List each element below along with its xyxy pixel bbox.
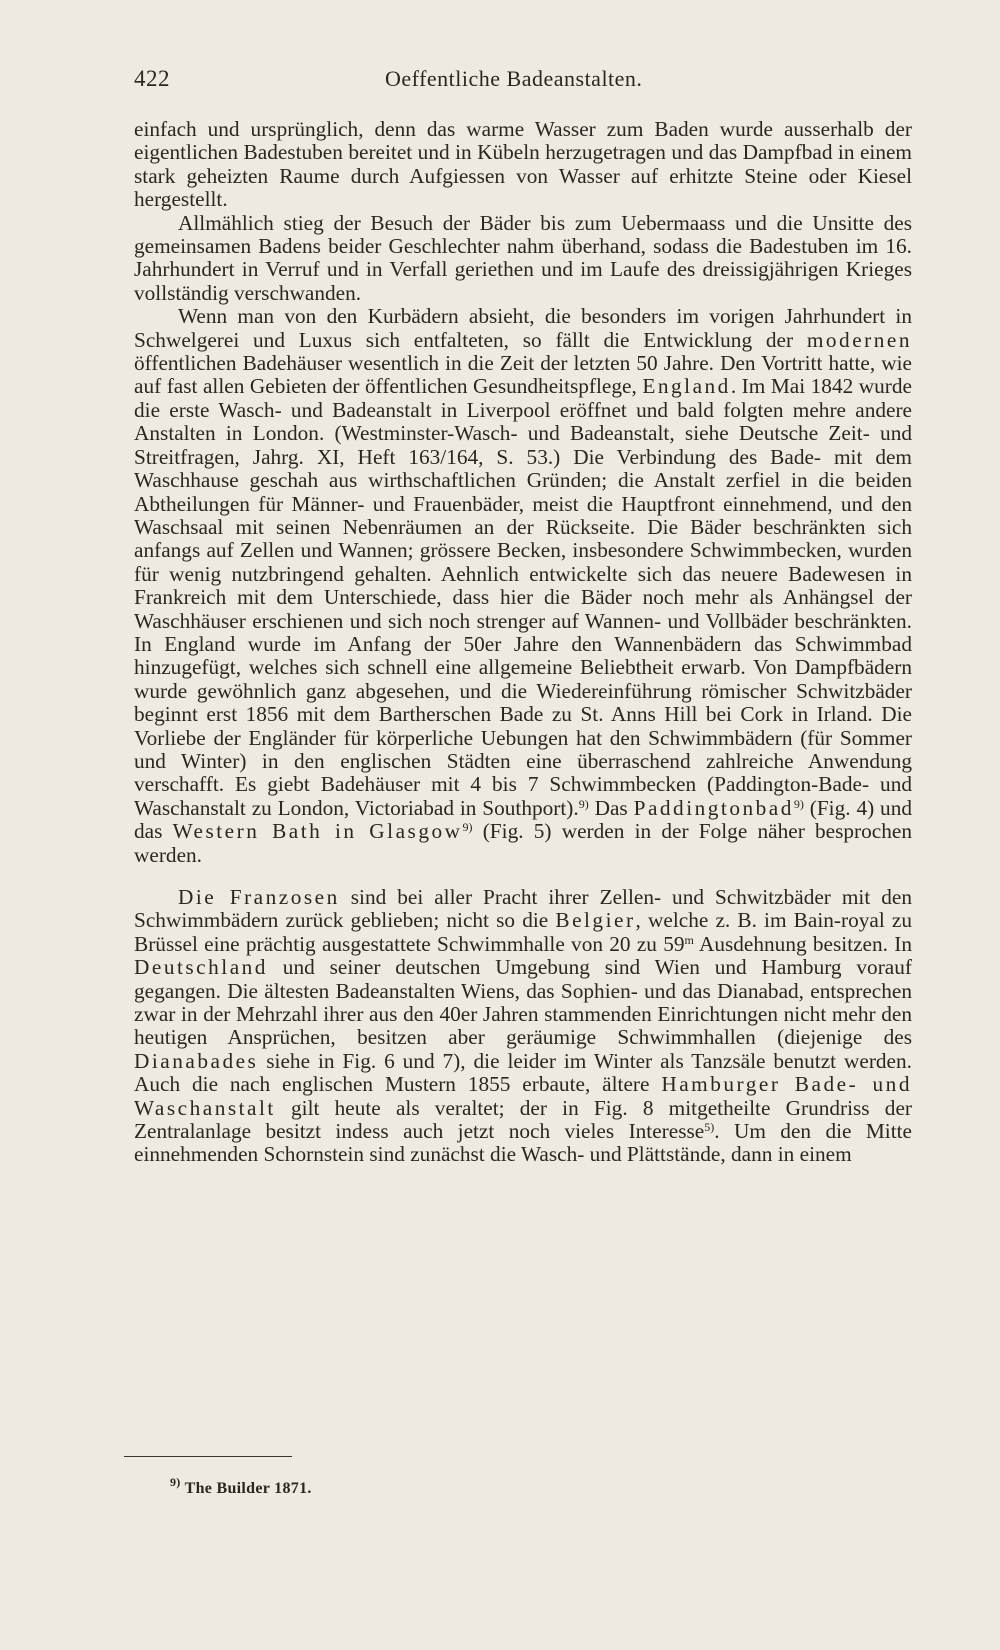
paragraph-1: einfach und ursprünglich, denn das warme Wasser zum Baden wurde ausserhalb der eigentlichen Badestuben bereitet und in Kübeln herzugetragen und das Dampfbad in einem stark geheizten Raume durch Aufgiessen von Wasser auf erhitzte Steine oder Kiesel hergestellt. (134, 117, 912, 212)
footnote-marker: 9) (170, 1475, 181, 1489)
footnote-ref: 9) (793, 796, 804, 811)
footnote-ref: 9) (462, 820, 473, 835)
footnote-ref: 9) (578, 796, 589, 811)
p3-text-b: öffentlichen Badehäuser wesentlich in die Zeit der letzten 50 Jahre. Den Vortritt hatte, wie auf fast allen Gebieten der öffentlichen Gesundheitspflege, (134, 351, 912, 399)
paragraph-3 (134, 305, 912, 867)
emphasis-hamburger: Hamburger Bade- und Waschanstalt (134, 1072, 912, 1120)
p3-text-d: Das (588, 795, 634, 820)
emphasis-franzosen: Die Franzosen (178, 885, 340, 909)
p4-text-b: , welche z. B. im Bain-royal zu Brüssel eine prächtig ausgestattete Schwimmhalle von 20 zu 59 (134, 908, 912, 956)
emphasis-belgier: Belgier (555, 908, 636, 933)
footnote-divider (124, 1456, 292, 1457)
running-title: Oeffentliche Badeanstalten. (385, 66, 643, 91)
p3-text-a: Wenn man von den Kurbädern absieht, die besonders im vorigen Jahrhundert in Schwelgerei und Luxus sich entfalteten, so fällt die Entwicklung der (134, 304, 912, 352)
footnote-text: The Builder 1871. (180, 1480, 312, 1497)
paragraph-2: Allmählich stieg der Besuch der Bäder bis zum Uebermaass und die Unsitte des gemeinsamen Badens beider Geschlechter nahm überhand, sodass die Badestuben im 16. Jahrhundert in Verruf und in Verfall geriethen und im Laufe des dreissigjährigen Krieges vollständig verschwanden. (134, 210, 912, 305)
emphasis-england: England (642, 374, 731, 399)
body-text (134, 118, 912, 1167)
emphasis-paddingtonbad: Paddingtonbad (633, 795, 794, 820)
p4-text-g: . Um den die Mitte einnehmenden Schornstein sind zunächst die Wasch- und Plättstände, dann in einem (134, 1119, 912, 1167)
emphasis-deutschland: Deutschland (134, 955, 268, 980)
footnote-ref: 5) (704, 1120, 715, 1135)
page-number: 422 (134, 66, 170, 91)
emphasis-modern: modernen (806, 327, 912, 352)
p3-text-f: (Fig. 5) werden in der Folge näher besprochen werden. (134, 819, 912, 867)
p3-text-e: (Fig. 4) und das (134, 795, 912, 844)
p4-text-a: sind bei aller Pracht ihrer Zellen- und Schwitzbäder mit den Schwimmbädern zurück geblieben; nicht so die (134, 885, 912, 933)
unit-meter: m (684, 932, 694, 947)
emphasis-dianabad: Dianabades (134, 1048, 259, 1073)
p3-text-c: . Im Mai 1842 wurde die erste Wasch- und Badeanstalt in Liverpool eröffnet und bald folgten mehre andere Anstalten in London. (Westminster-Wasch- und Badeanstalt, siehe Deutsche Zeit- und Streitfragen, Jahrg. XI, Heft 163/164, S. 53.) Die Verbindung des Bade- mit dem Waschhause geschah aus wirthschaftlichen Gründen; die Anstalt zerfiel in die beiden Abtheilungen für Männer- und Frauenbäder, meist die Hauptfront einnehmend, und den Waschsaal mit seinen Nebenräumen an der Rückseite. Die Bäder beschränkten sich anfangs auf Zellen und Wannen; grössere Becken, insbesondere Schwimmbecken, wurden für wenig nutzbringend gehalten. Aehnlich entwickelte sich das neuere Badewesen in Frankreich mit dem Unterschiede, dass hier die Bäder noch mehr als Anhängsel der Waschhäuser erschienen und sich noch strenger auf Wannen- und Vollbäder beschränkten. In England wurde im Anfang der 50er Jahre den Wannenbädern das Schwimmbad hinzugefügt, welches sich schnell eine allgemeine Beliebtheit erwarb. Von Dampfbädern wurde gewöhnlich ganz abgesehen, und die Wiedereinführung römischer Schwitzbäder beginnt erst 1856 mit dem Bartherschen Bade zu St. Anns Hill bei Cork in Irland. Die Vorliebe der Engländer für körperliche Uebungen hat den Schwimmbädern (für Sommer und Winter) in den englischen Städten eine überraschend zahlreiche Anwendung verschafft. Es giebt Badehäuser mit 4 bis 7 Schwimmbecken (Paddington-Bade- und Waschanstalt zu London, Victoriabad in Southport). (134, 374, 912, 820)
emphasis-western-bath: Western Bath in Glasgow (172, 819, 463, 844)
page-header (134, 62, 914, 98)
p4-text-f: gilt heute als veraltet; der in Fig. 8 mitgetheilte Grundriss der Zentralanlage besitzt indess auch jetzt noch vieles Interesse (134, 1095, 912, 1144)
footnote (170, 1475, 312, 1498)
p4-text-d: und seiner deutschen Umgebung sind Wien und Hamburg vorauf gegangen. Die ältesten Badeanstalten Wiens, das Sophien- und das Dianabad, entsprechen zwar in der Mehrzahl ihrer aus den 40er Jahren stammenden Einrichtungen nicht mehr den heutigen Ansprüchen, besitzen aber geräumige Schwimmhallen (diejenige des (134, 955, 912, 1050)
paragraph-4 (134, 886, 912, 1167)
p4-text-c: Ausdehnung besitzen. In (693, 931, 912, 956)
p4-text-e: siehe in Fig. 6 und 7), die leider im Winter als Tanzsäle benutzt werden. Auch die nach englischen Mustern 1855 erbaute, ältere (134, 1048, 912, 1097)
